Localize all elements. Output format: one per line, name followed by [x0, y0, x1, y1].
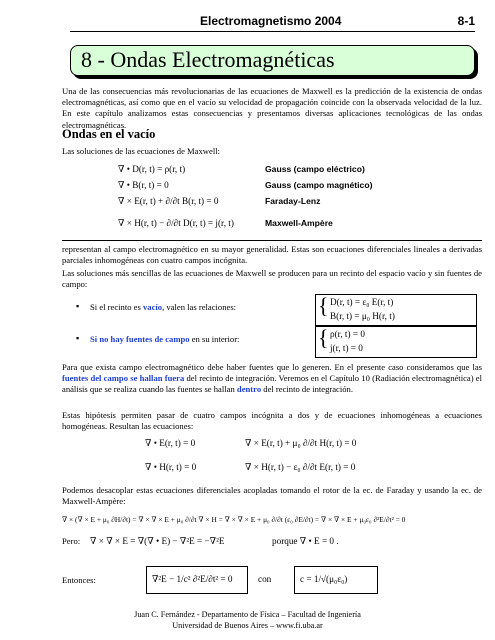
brace-vacuum: {: [318, 293, 329, 318]
brace-sources: {: [318, 325, 329, 350]
bullet-vacuum: ▪ Si el recinto es vacío, valen las relaciones:: [90, 302, 236, 312]
eq-light-speed: c = 1/√(μ₀ε₀): [300, 574, 348, 584]
equation-rule: [62, 240, 482, 241]
eq-div-e: ∇ • E(r, t) = 0: [145, 438, 196, 448]
eq-div-h: ∇ • H(r, t) = 0: [145, 462, 197, 472]
eq-curl-e: ∇ × E(r, t) + μ₀ ∂/∂t H(r, t) = 0: [245, 438, 357, 448]
chapter-title-box: [70, 45, 475, 76]
entonces-label: Entonces:: [62, 575, 96, 585]
label-gauss-e: Gauss (campo eléctrico): [265, 164, 365, 174]
pero-line: Pero: ∇ × ∇ × E = ∇(∇ • E) − ∇²E = −∇²E porque ∇ • E = 0 .: [62, 536, 339, 546]
eq-wave: ∇²E − 1/c² ∂²E/∂t² = 0: [152, 574, 233, 584]
eq-curl-curl: ∇ × (∇ × E + μ₀ ∂H/∂t) = ∇ × ∇ × E + μ₀ ∂/∂t ∇ × H = ∇ × ∇ × E + μ₀ ∂/∂t (ε₀ ∂E/∂t) = ∇ × ∇ × E + μ₀ε₀ ∂²E/∂t² = 0: [62, 515, 406, 524]
eq-faraday: ∇ × E(r, t) + ∂/∂t B(r, t) = 0: [118, 196, 219, 206]
paragraph-simplest: Las soluciones más sencillas de las ecuaciones de Maxwell se producen para un recinto del espacio vacío y sin fuentes de campo:: [62, 268, 482, 290]
page-number: 8-1: [457, 14, 475, 28]
maxwell-intro: Las soluciones de las ecuaciones de Maxwell:: [62, 146, 220, 156]
header-title: Electromagnetismo 2004: [200, 14, 342, 28]
eq-because: porque ∇ • E = 0 .: [272, 536, 339, 546]
label-gauss-b: Gauss (campo magnético): [265, 180, 373, 190]
rel-rho: ρ(r, t) = 0: [330, 329, 365, 339]
page-header: [70, 14, 475, 30]
label-faraday: Faraday-Lenz: [265, 196, 321, 206]
eq-gauss-e: ∇ • D(r, t) = ρ(r, t): [118, 164, 186, 174]
footer-university: Universidad de Buenos Aires – www.fi.uba.ar: [172, 621, 323, 630]
con-label: con: [258, 574, 272, 584]
header-rule: [70, 31, 475, 32]
no-sources-term: Si no hay fuentes de campo: [90, 334, 190, 344]
chapter-title: 8 - Ondas Electromagnéticas: [81, 47, 335, 72]
eq-gauss-b: ∇ • B(r, t) = 0: [118, 180, 169, 190]
intro-paragraph: Una de las consecuencias más revolucionarias de las ecuaciones de Maxwell es la predicción de la existencia de ondas electromagnéticas, así como que en el vacío su velocidad de propagación coincide con la observada velocidad de la luz. En este capítulo analizamos estas consecuencias y presentamos diversas aplicaciones tecnológicas de las ondas electromagnéticas.: [62, 86, 482, 130]
eq-vector-identity: ∇ × ∇ × E = ∇(∇ • E) − ∇²E = −∇²E: [90, 536, 225, 546]
bullet-no-sources: ▪ Si no hay fuentes de campo en su interior:: [90, 334, 239, 344]
rel-d-e: D(r, t) = ε₀ E(r, t): [330, 297, 394, 307]
paragraph-decouple: Podemos desacoplar estas ecuaciones diferenciales acopladas tomando el rotor de la ec. de Faraday y usando la ec. de Maxwell-Ampère:: [62, 485, 482, 507]
vacuum-term: vacío: [142, 302, 163, 312]
eq-ampere: ∇ × H(r, t) − ∂/∂t D(r, t) = j(r, t): [118, 218, 234, 228]
footer-author: Juan C. Fernández - Departamento de Física – Facultad de Ingeniería: [134, 610, 361, 619]
eq-curl-h: ∇ × H(r, t) − ε₀ ∂/∂t E(r, t) = 0: [245, 462, 356, 472]
paragraph-linear: representan al campo electromagnético en su mayor generalidad. Estas son ecuaciones diferenciales lineales a derivadas parciales inhomogéneas con cuatro campos incógnita.: [62, 244, 482, 266]
paragraph-hypothesis: Estas hipótesis permiten pasar de cuatro campos incógnita a dos y de ecuaciones inhomogéneas a ecuaciones homogéneas. Resultan las ecuaciones:: [62, 410, 482, 432]
section-title: Ondas en el vacío: [62, 127, 156, 141]
label-ampere: Maxwell-Ampère: [265, 218, 333, 228]
paragraph-sources: Para que exista campo electromagnético debe haber fuentes que lo generen. En el presente caso consideramos que las fuentes del campo se hallan fuera del recinto de integración. Veremos en el Capítulo 10 (Radiación electromagnética) el análisis que se realiza cuando las fuentes se hallan dentro del recinto de integración.: [62, 362, 482, 395]
rel-j: j(r, t) = 0: [330, 343, 363, 353]
rel-b-h: B(r, t) = μ₀ H(r, t): [330, 311, 395, 321]
